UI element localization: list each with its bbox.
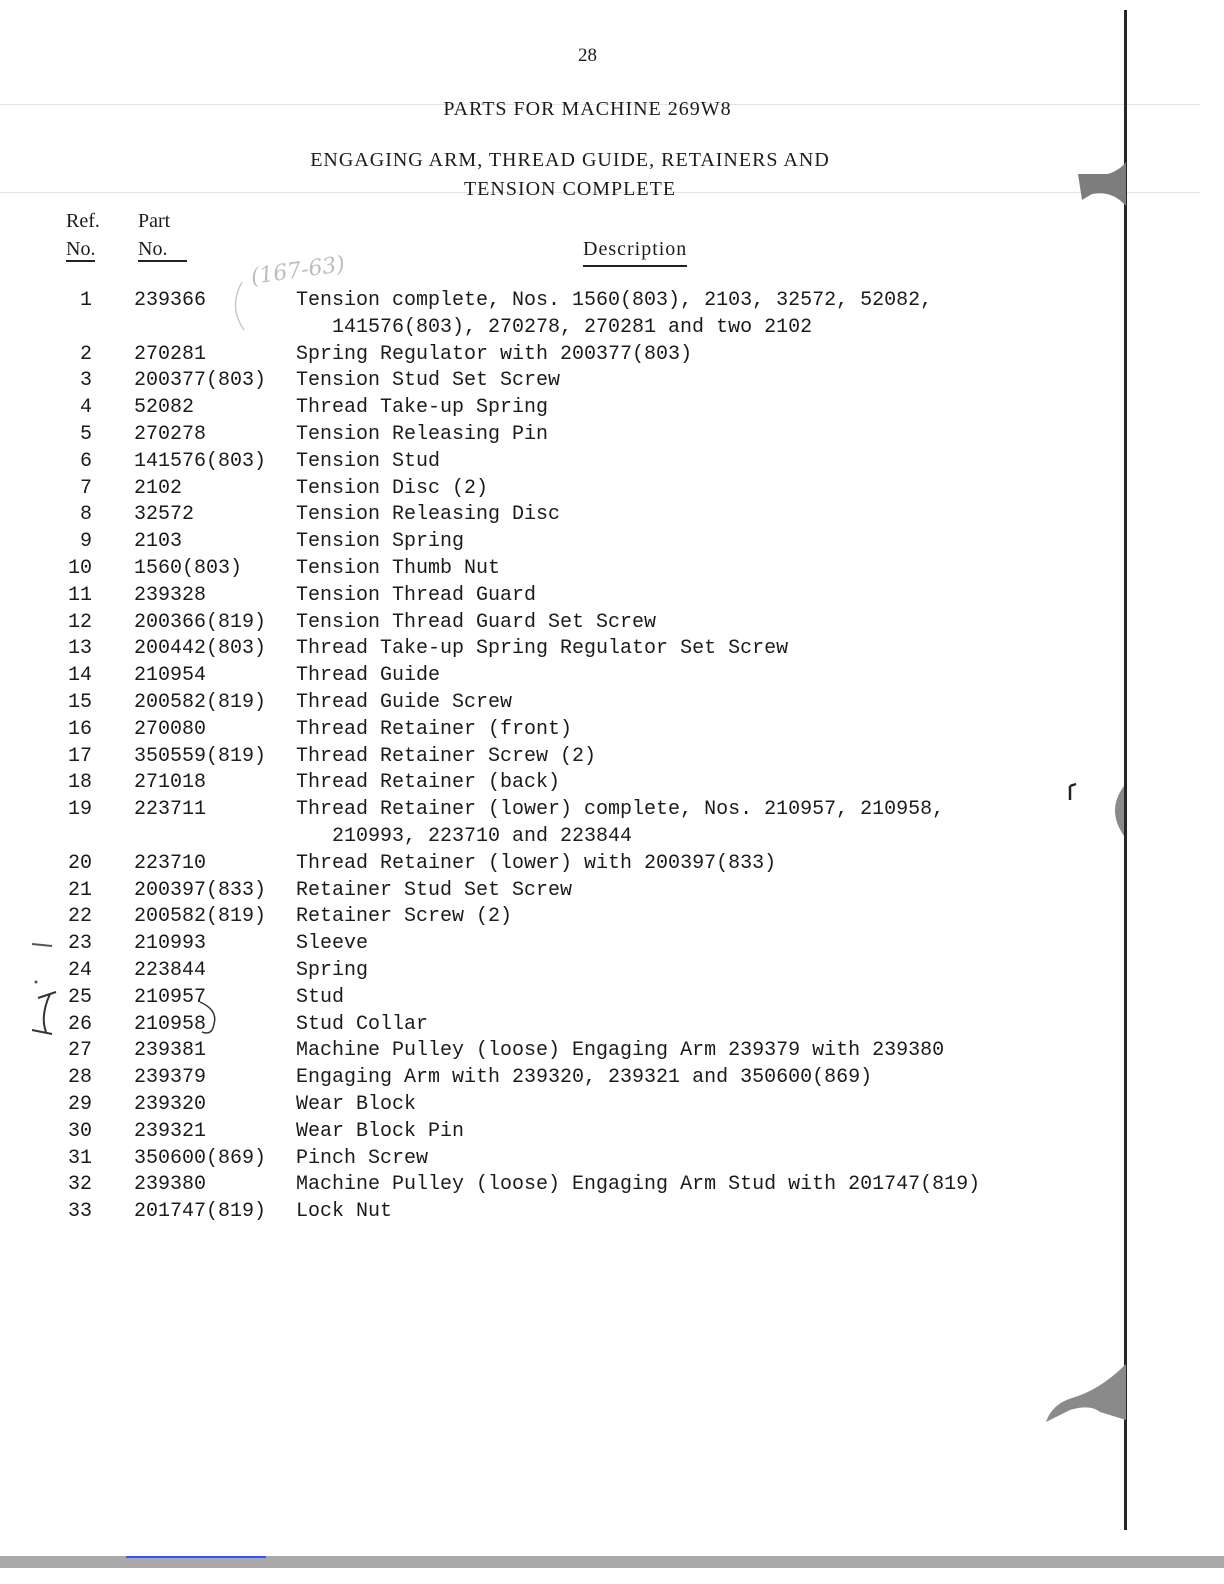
description-line: Tension Thumb Nut — [296, 556, 501, 580]
description-line: Thread Retainer (lower) complete, Nos. 210957, 210958, — [296, 798, 945, 822]
bracket-mark — [196, 996, 226, 1046]
parts-row — [0, 636, 1224, 663]
part-number: 200366(819) — [134, 610, 267, 634]
part-number: 200442(803) — [134, 637, 267, 661]
ref-number: 26 — [67, 1012, 92, 1036]
description-line: Tension Spring — [296, 530, 465, 554]
subtitle-line-1: ENGAGING ARM, THREAD GUIDE, RETAINERS AND — [310, 149, 830, 171]
part-description — [296, 851, 776, 878]
description-line: Tension Stud — [296, 449, 441, 473]
ref-number: 27 — [67, 1039, 92, 1063]
page-title: PARTS FOR MACHINE 269W8 — [443, 98, 732, 120]
part-number: 210993 — [134, 932, 207, 956]
ref-number: 9 — [79, 530, 92, 554]
part-number: 239366 — [134, 289, 207, 312]
description-line: Thread Retainer (front) — [296, 717, 573, 741]
parts-row — [0, 502, 1224, 529]
parts-row — [0, 1172, 1224, 1199]
parts-row — [0, 931, 1224, 958]
part-description — [296, 663, 440, 690]
ref-number: 20 — [67, 851, 92, 875]
part-number: 239320 — [134, 1092, 207, 1116]
parts-row — [0, 610, 1224, 637]
part-description — [296, 878, 572, 905]
part-number: 201747(819) — [134, 1200, 267, 1224]
ref-header-line-2: No. — [66, 238, 96, 260]
description-line: Spring — [296, 958, 369, 982]
description-line: Stud — [296, 985, 345, 1009]
parts-row — [0, 904, 1224, 931]
ref-number: 17 — [67, 744, 92, 768]
part-description — [296, 797, 944, 851]
part-description — [296, 502, 560, 529]
part-description — [296, 985, 344, 1012]
part-header-line-2: No. — [138, 238, 187, 262]
ref-number: 11 — [67, 583, 92, 607]
parts-row — [0, 878, 1224, 905]
description-line: Tension Releasing Disc — [296, 503, 561, 527]
parts-row — [0, 663, 1224, 690]
ref-header-line-1: Ref. — [66, 210, 100, 232]
description-line: Thread Retainer (back) — [296, 771, 561, 795]
ref-number: 5 — [79, 422, 92, 446]
part-description — [296, 904, 512, 931]
parts-row — [0, 1146, 1224, 1173]
ref-number: 15 — [67, 690, 92, 714]
part-description — [296, 449, 440, 476]
part-number: 271018 — [134, 771, 207, 795]
parts-row — [0, 797, 1224, 851]
description-line: Tension Thread Guard Set Screw — [296, 610, 657, 634]
part-column-header — [138, 207, 187, 263]
parts-row — [0, 1065, 1224, 1092]
description-continuation: 141576(803), 270278, 270281 and two 2102 — [332, 315, 813, 339]
description-column-header: Description — [583, 235, 687, 267]
part-number: 223844 — [134, 958, 207, 982]
part-number: 32572 — [134, 503, 195, 527]
part-number: 200582(819) — [134, 690, 267, 714]
ref-number: 28 — [67, 1066, 92, 1090]
part-description — [296, 529, 464, 556]
parts-row — [0, 476, 1224, 503]
ref-number: 23 — [67, 932, 92, 956]
binding-smudge-bottom — [1040, 1360, 1130, 1440]
description-line: Spring Regulator with 200377(803) — [296, 342, 693, 366]
ref-number: 10 — [67, 556, 92, 580]
part-number: 200377(803) — [134, 369, 267, 393]
part-description — [296, 1065, 872, 1092]
subtitle-line-2: TENSION COMPLETE — [463, 178, 677, 200]
description-line: Thread Take-up Spring Regulator Set Screw — [296, 637, 789, 661]
description-line: Thread Guide — [296, 664, 441, 688]
binding-smudge-middle — [1066, 780, 1126, 840]
part-number: 239321 — [134, 1119, 207, 1143]
part-description — [296, 636, 788, 663]
part-number: 239380 — [134, 1173, 207, 1197]
description-line: Tension Stud Set Screw — [296, 369, 561, 393]
description-line: Tension complete, Nos. 1560(803), 2103, 32572, 52082, — [296, 289, 933, 312]
ref-number: 24 — [67, 958, 92, 982]
parts-row — [0, 368, 1224, 395]
ref-number: 22 — [67, 905, 92, 929]
part-number: 223711 — [134, 798, 207, 822]
description-line: Stud Collar — [296, 1012, 429, 1036]
part-description — [296, 1012, 428, 1039]
bottom-link-bar — [126, 1556, 266, 1558]
part-description — [296, 1146, 428, 1173]
part-description — [296, 583, 536, 610]
part-description — [296, 1172, 980, 1199]
part-number: 2102 — [134, 476, 183, 500]
part-description — [296, 368, 560, 395]
ref-number: 30 — [67, 1119, 92, 1143]
part-number: 141576(803) — [134, 449, 267, 473]
part-description — [296, 690, 512, 717]
description-line: Lock Nut — [296, 1200, 393, 1224]
section-subtitle — [0, 146, 1140, 204]
part-description — [296, 717, 572, 744]
parts-list — [0, 288, 1224, 1226]
description-line: Machine Pulley (loose) Engaging Arm Stud with 201747(819) — [296, 1173, 981, 1197]
part-number: 200582(819) — [134, 905, 267, 929]
ref-number: 1 — [79, 289, 92, 312]
parts-row — [0, 395, 1224, 422]
description-line: Pinch Screw — [296, 1146, 429, 1170]
parts-row — [0, 556, 1224, 583]
parts-row — [0, 1199, 1224, 1226]
description-line: Sleeve — [296, 932, 369, 956]
part-description — [296, 770, 560, 797]
binding-smudge-top — [1068, 160, 1128, 210]
part-number: 350559(819) — [134, 744, 267, 768]
part-description — [296, 556, 500, 583]
description-line: Engaging Arm with 239320, 239321 and 350600(869) — [296, 1066, 873, 1090]
part-number: 52082 — [134, 396, 195, 420]
part-number: 239328 — [134, 583, 207, 607]
ref-column-header — [66, 207, 100, 263]
part-number: 270281 — [134, 342, 207, 366]
ref-number: 3 — [79, 369, 92, 393]
parts-row — [0, 529, 1224, 556]
part-description — [296, 288, 932, 342]
parts-row — [0, 958, 1224, 985]
part-number: 239379 — [134, 1066, 207, 1090]
description-line: Thread Retainer (lower) with 200397(833) — [296, 851, 777, 875]
description-line: Tension Thread Guard — [296, 583, 537, 607]
parts-row — [0, 449, 1224, 476]
page-number: 28 — [578, 45, 597, 66]
part-description — [296, 1119, 464, 1146]
ref-number: 4 — [79, 396, 92, 420]
parts-row — [0, 690, 1224, 717]
ref-number: 33 — [67, 1200, 92, 1224]
ref-number: 31 — [67, 1146, 92, 1170]
binding-edge-line — [1124, 10, 1127, 1530]
part-number: 210957 — [134, 985, 207, 1009]
parts-row — [0, 1092, 1224, 1119]
part-description — [296, 1092, 416, 1119]
part-description — [296, 1199, 392, 1226]
ref-number: 8 — [79, 503, 92, 527]
parts-row — [0, 985, 1224, 1012]
description-line: Tension Releasing Pin — [296, 422, 549, 446]
ref-number: 25 — [67, 985, 92, 1009]
parts-row — [0, 422, 1224, 449]
ref-number: 19 — [67, 798, 92, 822]
parts-row — [0, 717, 1224, 744]
part-number: 223710 — [134, 851, 207, 875]
parts-row — [0, 770, 1224, 797]
parts-row — [0, 744, 1224, 771]
part-description — [296, 342, 692, 369]
parts-row — [0, 1038, 1224, 1065]
parts-row — [0, 1012, 1224, 1039]
part-description — [296, 1038, 944, 1065]
description-line: Tension Disc (2) — [296, 476, 489, 500]
part-number: 270278 — [134, 422, 207, 446]
description-line: Thread Retainer Screw (2) — [296, 744, 597, 768]
part-description — [296, 395, 548, 422]
part-description — [296, 931, 368, 958]
part-number: 350600(869) — [134, 1146, 267, 1170]
ref-number: 13 — [67, 637, 92, 661]
description-line: Retainer Screw (2) — [296, 905, 513, 929]
description-line: Wear Block — [296, 1092, 417, 1116]
description-line: Machine Pulley (loose) Engaging Arm 239379 with 239380 — [296, 1039, 945, 1063]
parts-row — [0, 342, 1224, 369]
ref-number: 12 — [67, 610, 92, 634]
ref-number: 32 — [67, 1173, 92, 1197]
part-description — [296, 610, 656, 637]
part-number: 1560(803) — [134, 556, 243, 580]
handwritten-note-text: (167-63) — [249, 252, 347, 290]
part-number: 210958 — [134, 1012, 207, 1036]
ref-number: 29 — [67, 1092, 92, 1116]
description-line: Retainer Stud Set Screw — [296, 878, 573, 902]
ref-number: 16 — [67, 717, 92, 741]
part-number: 239381 — [134, 1039, 207, 1063]
ref-number: 18 — [67, 771, 92, 795]
parts-row — [0, 1119, 1224, 1146]
description-continuation: 210993, 223710 and 223844 — [332, 824, 633, 848]
part-description — [296, 422, 548, 449]
description-line: Thread Take-up Spring — [296, 396, 549, 420]
margin-pen-marks — [30, 936, 70, 1046]
ref-number: 2 — [79, 342, 92, 366]
part-number: 2103 — [134, 530, 183, 554]
ref-number: 21 — [67, 878, 92, 902]
part-description — [296, 744, 596, 771]
parts-row — [0, 851, 1224, 878]
description-line: Thread Guide Screw — [296, 690, 513, 714]
ref-number: 14 — [67, 664, 92, 688]
description-line: Wear Block Pin — [296, 1119, 465, 1143]
parts-row — [0, 583, 1224, 610]
part-number: 270080 — [134, 717, 207, 741]
part-header-line-1: Part — [138, 210, 171, 232]
part-description — [296, 476, 488, 503]
parts-row — [0, 288, 1224, 342]
part-number: 200397(833) — [134, 878, 267, 902]
part-number: 210954 — [134, 664, 207, 688]
ref-number: 7 — [79, 476, 92, 500]
ref-number: 6 — [79, 449, 92, 473]
part-description — [296, 958, 368, 985]
